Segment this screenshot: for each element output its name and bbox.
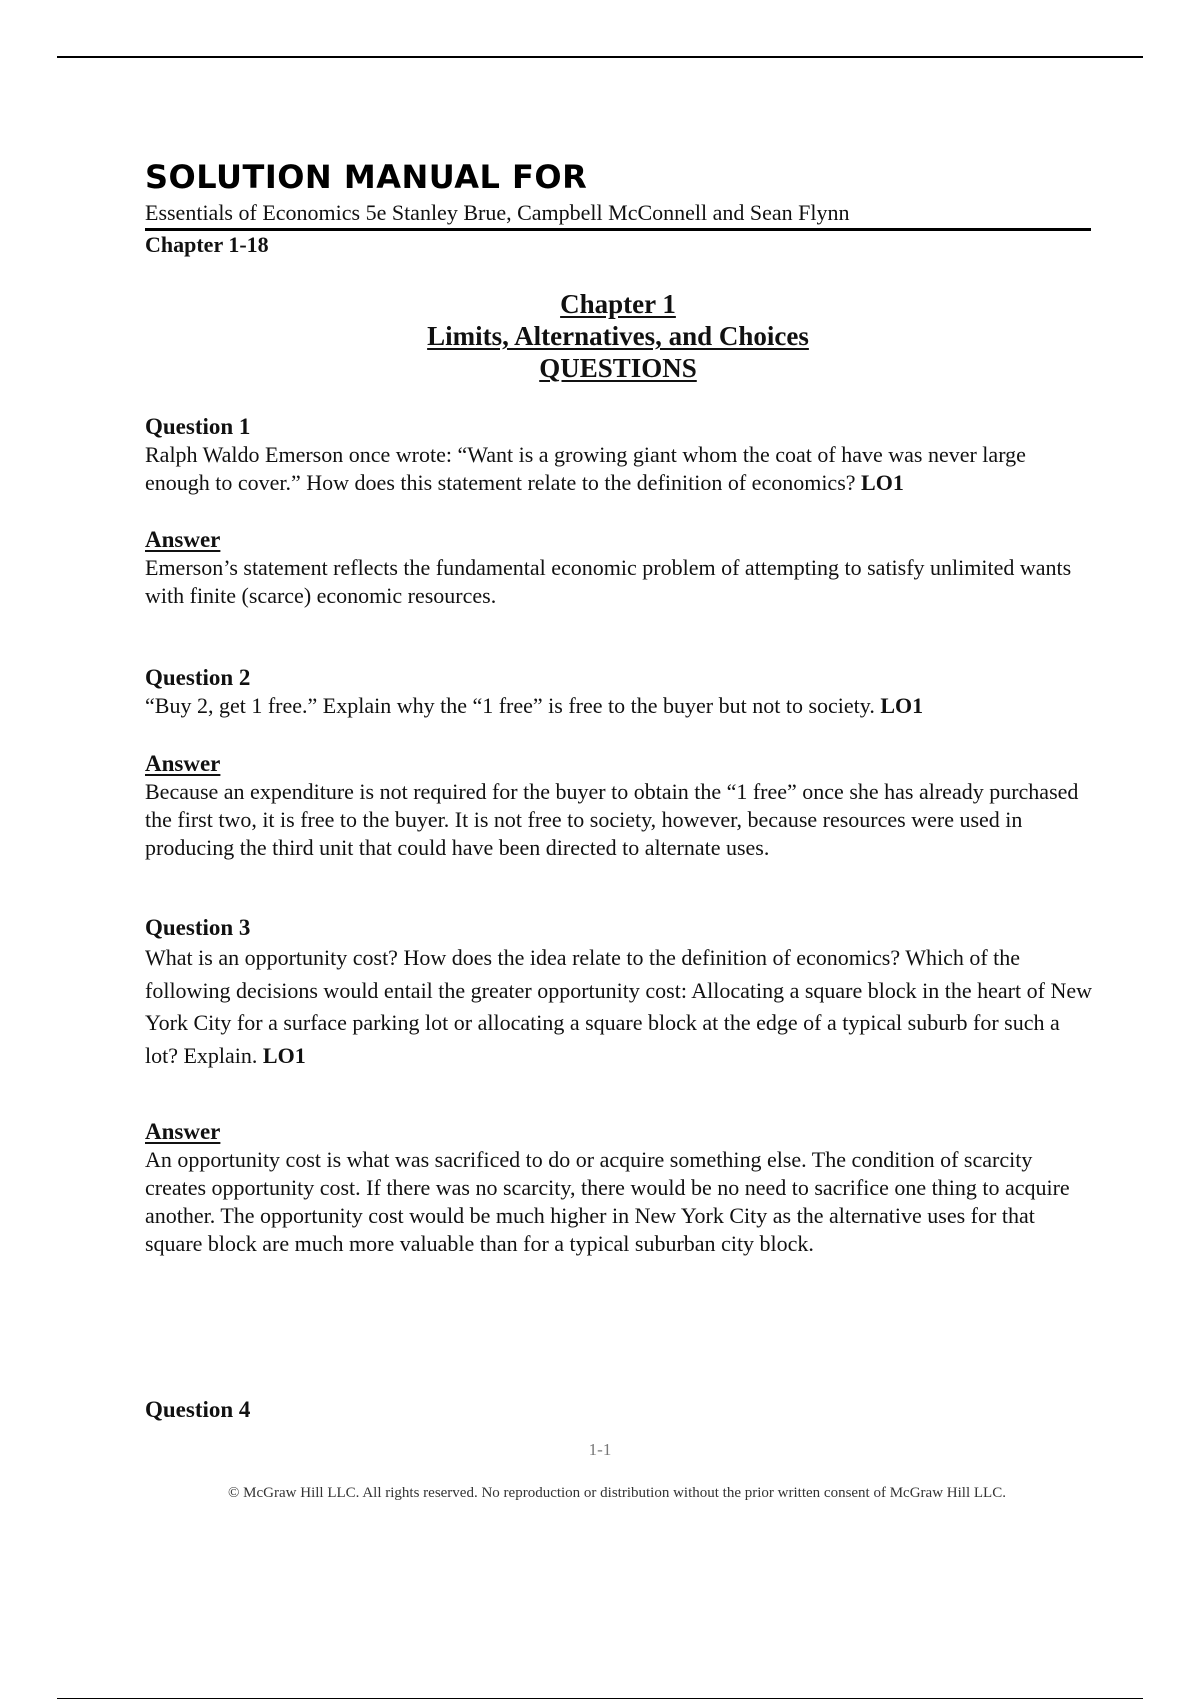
- answer-1: [145, 526, 1095, 610]
- answer-2: [145, 750, 1095, 862]
- answer-text: An opportunity cost is what was sacrificed to do or acquire something else. The condition of scarcity creates opportunity cost. If there was no scarcity, there would be no need to sacrifice one thing to acquire another. The opportunity cost would be much higher in New York City as the alternative uses for that square block are much more valuable than for a typical suburban city block.: [145, 1147, 1070, 1256]
- chapter-name: Limits, Alternatives, and Choices: [427, 321, 809, 351]
- top-rule: [57, 56, 1143, 58]
- question-2: [145, 664, 1095, 720]
- question-4: [145, 1396, 1095, 1424]
- header-divider: [145, 228, 1091, 231]
- chapter-number: Chapter 1: [560, 289, 676, 319]
- question-label: Question 1: [145, 414, 251, 439]
- bottom-rule: [57, 1698, 1143, 1699]
- learning-objective: LO1: [262, 1042, 306, 1068]
- answer-label: Answer: [145, 1119, 221, 1144]
- learning-objective: LO1: [880, 693, 924, 718]
- chapter-range: Chapter 1-18: [145, 232, 269, 257]
- question-text: Ralph Waldo Emerson once wrote: “Want is a growing giant whom the coat of have was never large enough to cover.” How does this statement relate to the definition of economics? LO1: [145, 442, 1026, 495]
- answer-label: Answer: [145, 527, 221, 552]
- copyright-notice: © McGraw Hill LLC. All rights reserved. No reproduction or distribution without the prior written consent of McGraw Hill LLC.: [228, 1485, 1006, 1501]
- question-text: What is an opportunity cost? How does the idea relate to the definition of economics? Which of the following decisions would entail the greater opportunity cost: Allocating a square block in the heart of New York City for a surface parking lot or allocating a square block at the edge of a typical suburb for such a lot? Explain. LO1: [145, 945, 1092, 1068]
- page-number: 1-1: [588, 1440, 612, 1459]
- question-1: [145, 413, 1095, 497]
- document-title: SOLUTION MANUAL FOR: [145, 158, 588, 196]
- answer-text: Emerson’s statement reflects the fundamental economic problem of attempting to satisfy unlimited wants with finite (scarce) economic resources.: [145, 555, 1072, 608]
- answer-text: Because an expenditure is not required for the buyer to obtain the “1 free” once she has already purchased the first two, it is free to the buyer. It is not free to society, however, because resources were used in producing the third unit that could have been directed to alternate uses.: [145, 779, 1079, 860]
- question-label: Question 2: [145, 665, 251, 690]
- question-label: Question 4: [145, 1397, 251, 1422]
- learning-objective: LO1: [861, 470, 904, 495]
- question-3: [145, 914, 1095, 1072]
- section-heading: QUESTIONS: [539, 353, 697, 383]
- document-subtitle: Essentials of Economics 5e Stanley Brue, Campbell McConnell and Sean Flynn: [145, 200, 850, 225]
- question-label: Question 3: [145, 915, 251, 940]
- question-text: “Buy 2, get 1 free.” Explain why the “1 free” is free to the buyer but not to society. LO1: [145, 693, 924, 718]
- answer-3: [145, 1118, 1095, 1258]
- answer-label: Answer: [145, 751, 221, 776]
